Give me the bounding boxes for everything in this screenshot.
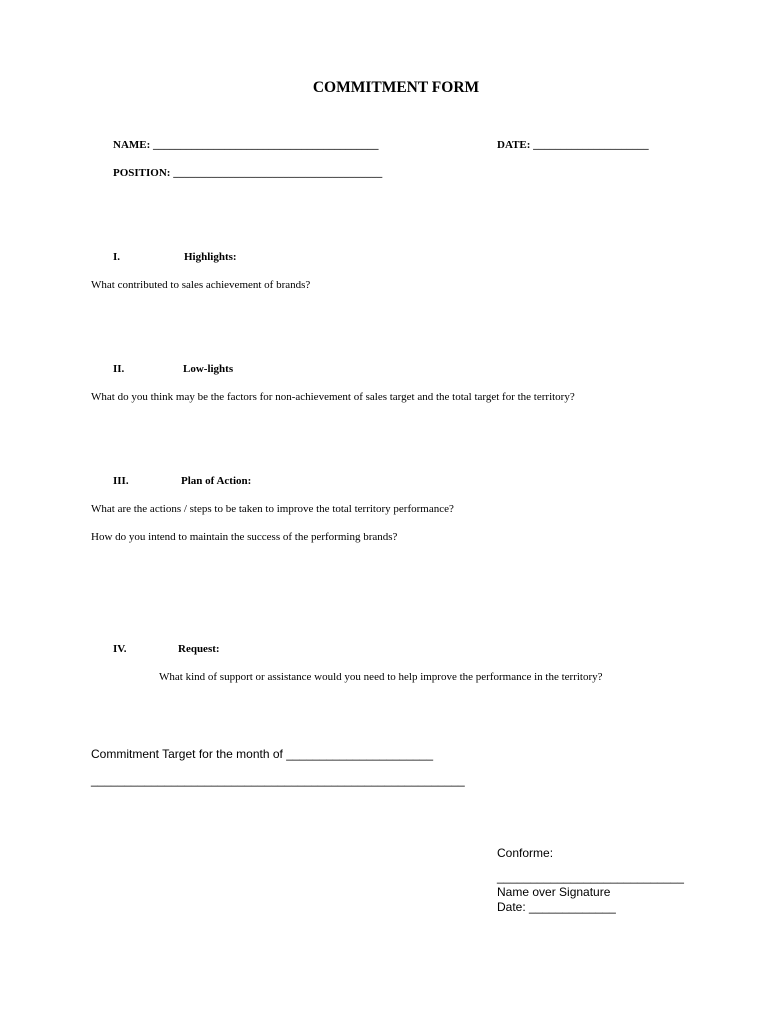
conforme-date-line: Date: _____________ — [497, 900, 616, 914]
conforme-label: Conforme: — [497, 846, 554, 860]
section-3-heading: Plan of Action: — [181, 475, 252, 487]
signature-line: ____________________________ — [497, 870, 684, 884]
section-1-heading: Highlights: — [184, 251, 237, 263]
section-2-heading: Low-lights — [183, 363, 234, 375]
commitment-blank-line: ________________________________________________________ — [91, 773, 465, 787]
section-4-heading: Request: — [178, 643, 220, 655]
position-field: POSITION: ______________________________________ — [113, 167, 383, 179]
section-2-numeral: II. — [113, 363, 125, 375]
date-field: DATE: _____________________ — [497, 139, 649, 151]
section-3-numeral: III. — [113, 475, 129, 487]
section-4-question-1: What kind of support or assistance would you need to help improve the performance in the territory? — [159, 671, 603, 683]
section-4-numeral: IV. — [113, 643, 127, 655]
form-title: COMMITMENT FORM — [312, 79, 480, 96]
section-2-question-1: What do you think may be the factors for non-achievement of sales target and the total target for the territory? — [91, 391, 575, 403]
name-field: NAME: _________________________________________ — [113, 139, 379, 151]
section-1-question-1: What contributed to sales achievement of brands? — [91, 279, 311, 291]
name-over-signature: Name over Signature — [497, 885, 611, 899]
section-3-question-2: How do you intend to maintain the success of the performing brands? — [91, 531, 398, 543]
commitment-target-line: Commitment Target for the month of ______________________ — [91, 747, 434, 761]
section-3-question-1: What are the actions / steps to be taken to improve the total territory performance? — [91, 503, 454, 515]
section-1-numeral: I. — [113, 251, 121, 263]
